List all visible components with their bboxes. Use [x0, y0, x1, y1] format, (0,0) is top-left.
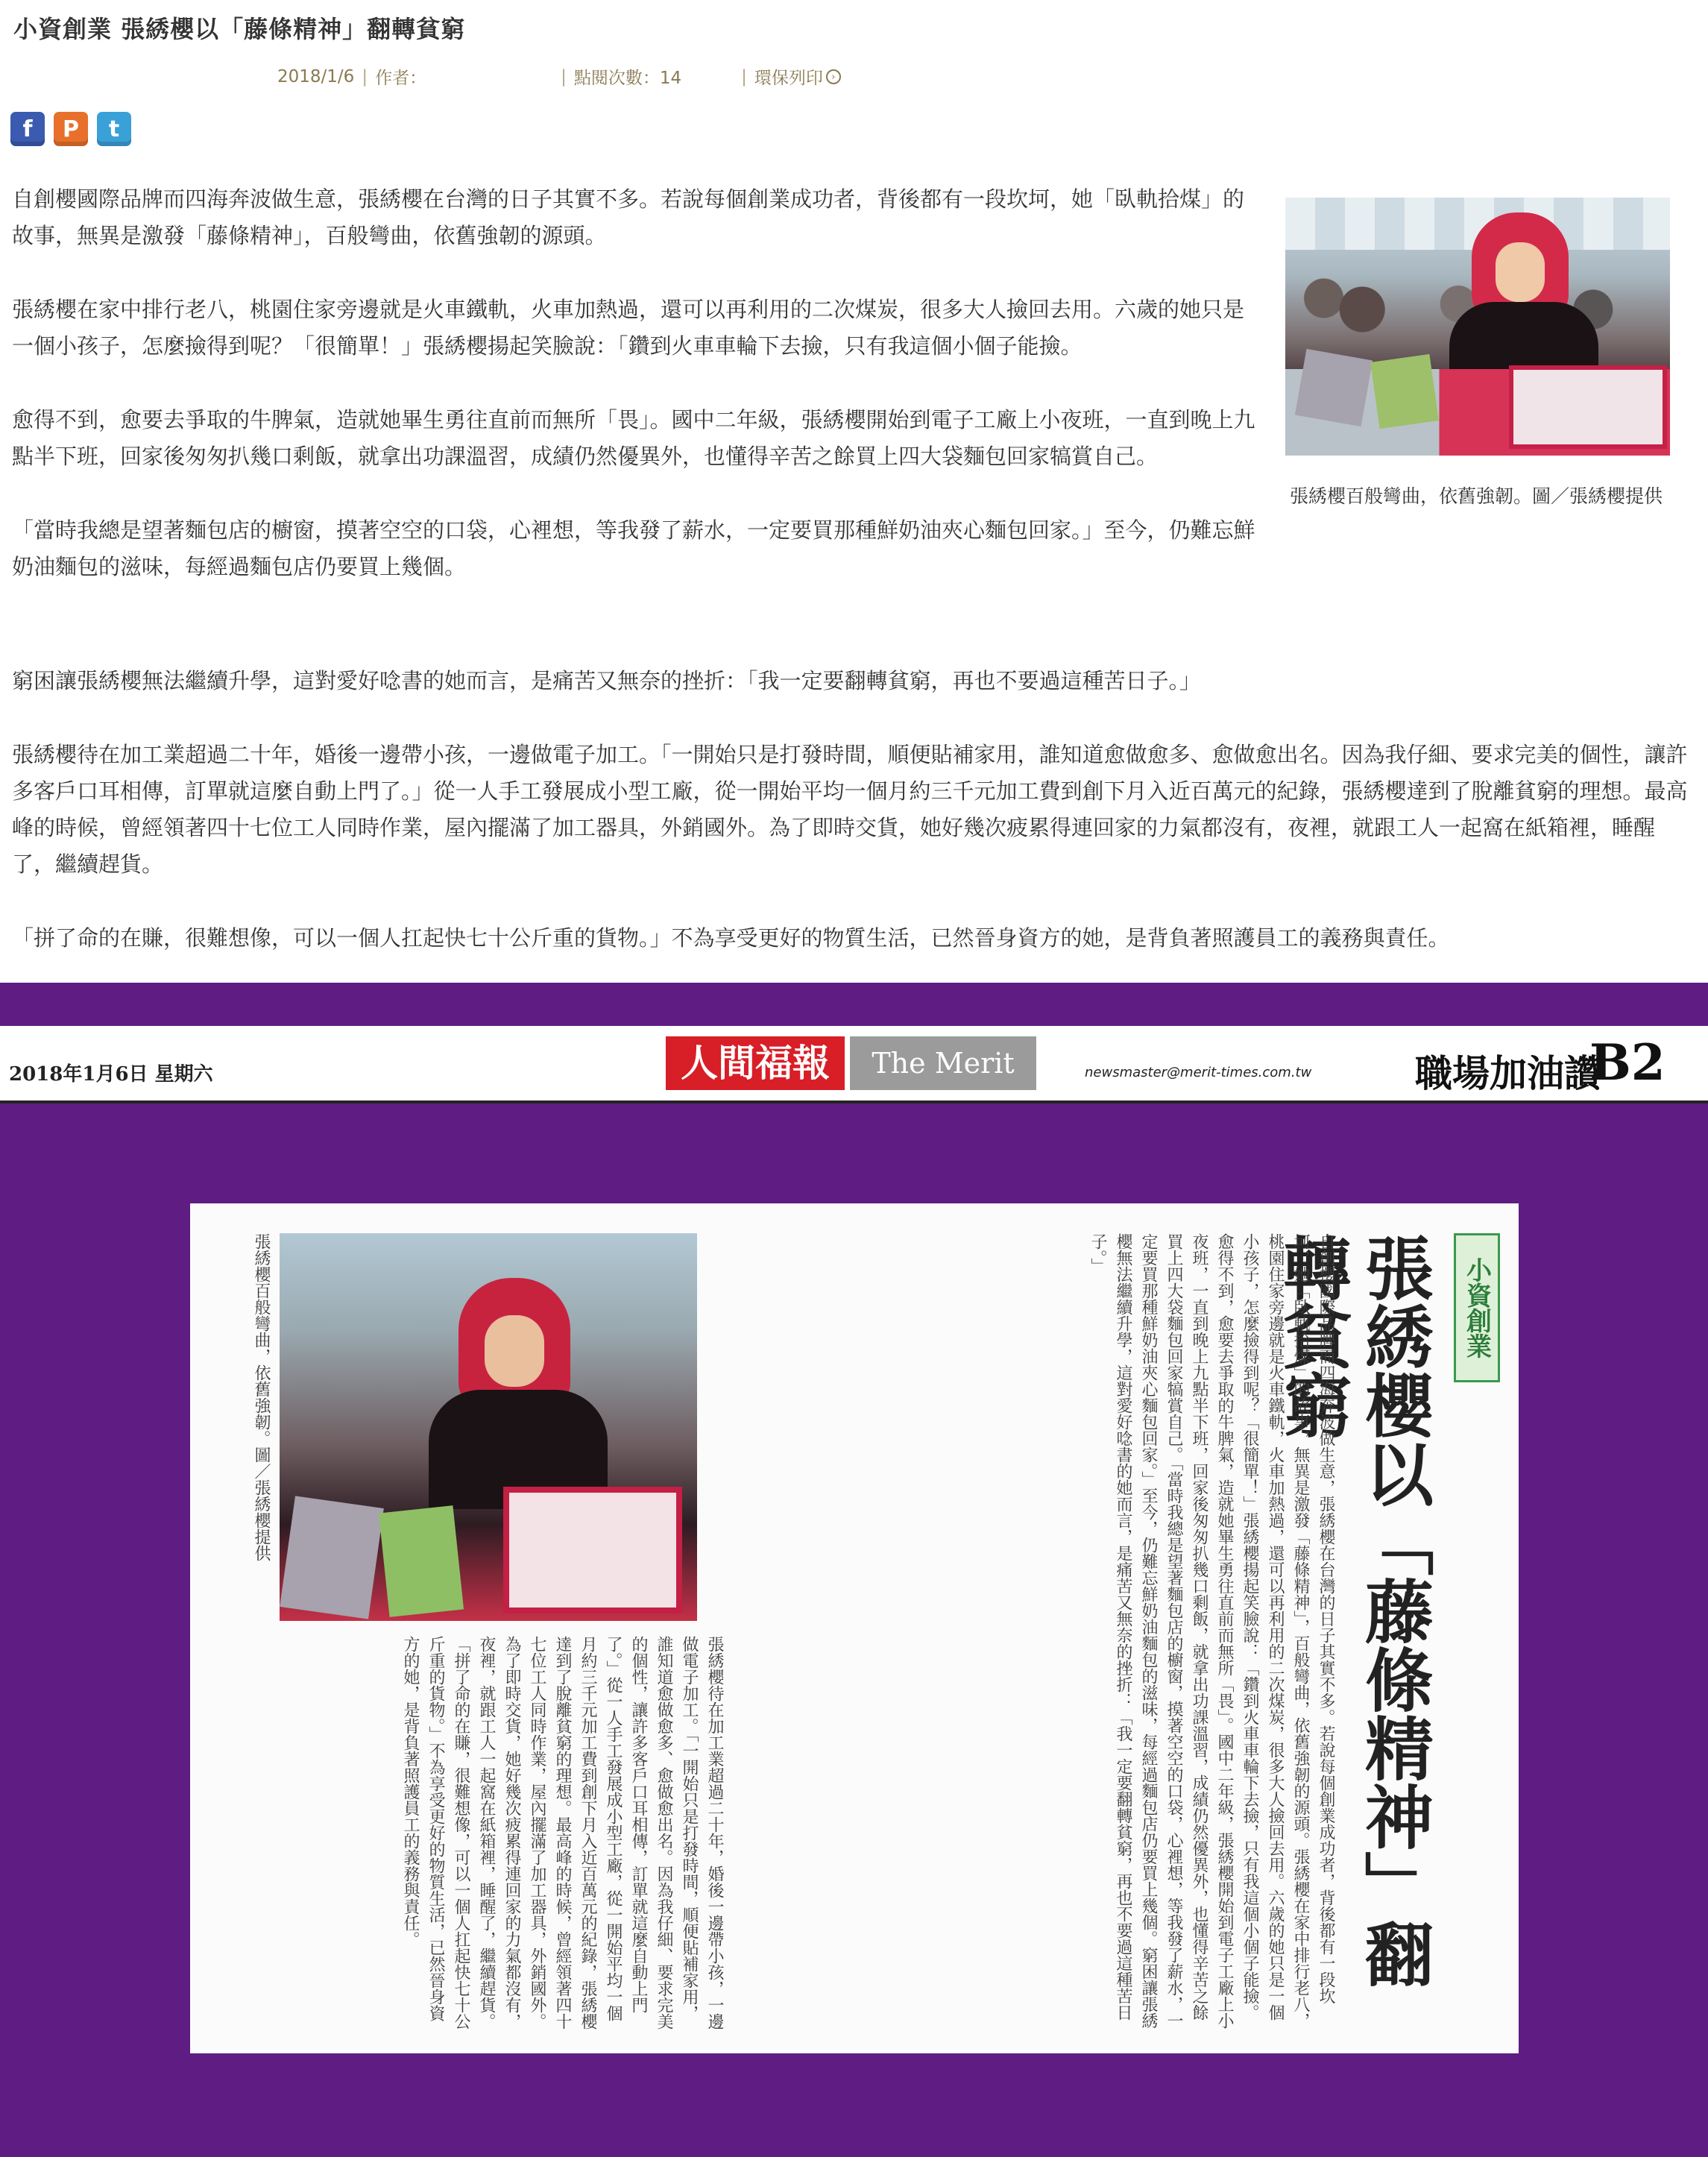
clip-body-columns: 自創櫻國際品牌而四海奔波做生意，張綉櫻在台灣的日子其實不多。若說每個創業成功者，背後都有一段坎坷，她「臥軌拾煤」的故事，無異是激發「藤條精神」，百般彎曲，依舊強韌的源頭。張綉櫻在家中排行老八，桃園住家旁邊就是火車鐵軌，火車加熱過，還可以再利用的二次煤炭，很多大人撿回去用。六歲的她只是一個小孩子，怎麼撿得到呢？「很簡單！」張綉櫻揚起笑臉說：「鑽到火車車輪下去撿，只有我這個小個子能撿。愈得不到，愈要去爭取的牛脾氣，造就她畢生勇往直前而無所「畏」。國中二年級，張綉櫻開始到電子工廠上小夜班，一直到晚上九點半下班，回家後匆匆扒幾口剩飯，就拿出功課溫習，成績仍然優異外，也懂得辛苦之餘買上四大袋麵包回家犒賞自己。「當時我總是望著麵包店的櫥窗，摸著空空的口袋，心裡想，等我發了薪水，一定要買那種鮮奶油夾心麵包回家。」至今，仍難忘鮮奶油麵包的滋味，每經過麵包店仍要買上幾個。窮困讓張綉櫻無法繼續升學，這對愛好唸書的她而言，是痛苦又無奈的挫折：「我一定要翻轉貧窮，再也不要過這種苦日子。」 — [1088, 1233, 1335, 2029]
article — [0, 0, 1708, 983]
paragraph: 張綉櫻待在加工業超過二十年，婚後一邊帶小孩，一邊做電子加工。「一開始只是打發時間，順便貼補家用，誰知道愈做愈多、愈做愈出名。因為我仔細、要求完美的個性，讓許多客戶口耳相傳，訂單就這麼自動上門了。」從一人手工發展成小型工廠，從一開始平均一個月約三千元加工費到創下月入近百萬元的紀錄，張綉櫻達到了脫離貧窮的理想。最高峰的時候，曾經領著四十七位工人同時作業，屋內擺滿了加工器具，外銷國外。為了即時交貨，她好幾次疲累得連回家的力氣都沒有，夜裡，就跟工人一起窩在紙箱裡，睡醒了，繼續趕貨。 — [12, 742, 1688, 877]
paragraph: 「當時我總是望著麵包店的櫥窗，摸著空空的口袋，心裡想，等我發了薪水，一定要買那種鮮奶油夾心麵包回家。」至今，仍難忘鮮奶油麵包的滋味，每經過麵包店仍要買上幾個。 — [12, 517, 1255, 579]
paragraph: 自創櫻國際品牌而四海奔波做生意，張綉櫻在台灣的日子其實不多。若說每個創業成功者，背後都有一段坎坷，她「臥軌拾煤」的故事，無異是激發「藤條精神」，百般彎曲，依舊強韌的源頭。 — [12, 186, 1245, 248]
newspaper-date: 2018年1月6日 星期六 — [9, 1063, 213, 1086]
meta-divider: | — [741, 66, 747, 86]
paragraph: 愈得不到，愈要去爭取的牛脾氣，造就她畢生勇往直前而無所「畏」。國中二年級，張綉櫻開始到電子工廠上小夜班，一直到晚上九點半下班，回家後匆匆扒幾口剩飯，就拿出功課溫習，成績仍然優異外，也懂得辛苦之餘買上四大袋麵包回家犒賞自己。 — [12, 407, 1255, 469]
newspaper-logo-english: The Merit — [850, 1036, 1036, 1090]
clip-photo — [280, 1233, 697, 1621]
facebook-share-button[interactable]: f — [10, 112, 45, 146]
newspaper-section-title: 職場加油讚 — [1415, 1051, 1601, 1095]
paragraph: 「拼了命的在賺，很難想像，可以一個人扛起快七十公斤重的貨物。」不為享受更好的物質生活，已然晉身資方的她，是背負著照護員工的義務與責任。 — [12, 925, 1450, 951]
meta-divider: | — [561, 66, 567, 86]
paragraph: 窮困讓張綉櫻無法繼續升學，這對愛好唸書的她而言，是痛苦又無奈的挫折：「我一定要翻轉貧窮，再也不要過這種苦日子。」 — [12, 668, 1202, 693]
print-arrow-icon[interactable]: › — [826, 69, 841, 84]
twitter-share-button[interactable]: t — [97, 112, 131, 146]
article-body-top — [12, 181, 1264, 623]
print-link[interactable]: 環保列印 — [754, 69, 823, 88]
clip-lower-columns: 張綉櫻待在加工業超過二十年，婚後一邊帶小孩，一邊做電子加工。「一開始只是打發時間，順便貼補家用，誰知道愈做愈多、愈做愈出名。因為我仔細、要求完美的個性，讓許多客戶口耳相傳，訂單就這麼自動上門了。」從一人手工發展成小型工廠，從一開始平均一個月約三千元加工費到創下月入近百萬元的紀錄，張綉櫻達到了脫離貧窮的理想。最高峰的時候，曾經領著四十七位工人同時作業，屋內擺滿了加工器具，外銷國外。為了即時交貨，她好幾次疲累得連回家的力氣都沒有，夜裡，就跟工人一起窩在紙箱裡，睡醒了，繼續趕貨。「拼了命的在賺，很難想像，可以一個人扛起快七十公斤重的貨物。」不為享受更好的物質生活，已然晉身資方的她，是背負著照護員工的義務與責任。 — [401, 1636, 724, 2030]
publish-date: 2018/1/6 — [277, 66, 355, 86]
clip-column-tag: 小資創業 — [1454, 1233, 1500, 1382]
clip-photo-caption: 張綉櫻百般彎曲，依舊強韌。圖／張綉櫻提供 — [252, 1233, 271, 1561]
clip-headline: 張綉櫻以「藤條精神」翻轉貧窮 — [1272, 1233, 1434, 1988]
newspaper-header — [0, 1026, 1708, 1103]
photo-caption: 張綉櫻百般彎曲，依舊強韌。圖／張綉櫻提供 — [1289, 485, 1663, 507]
newspaper-page-number: B2 — [1589, 1033, 1666, 1092]
share-buttons — [10, 112, 131, 146]
paragraph: 張綉櫻在家中排行老八，桃園住家旁邊就是火車鐵軌，火車加熱過，還可以再利用的二次煤炭，很多大人撿回去用。六歲的她只是一個小孩子，怎麼撿得到呢？「很簡單！」張綉櫻揚起笑臉說：「鑽到火車車輪下去撿，只有我這個小個子能撿。 — [12, 297, 1245, 359]
plurk-share-button[interactable]: P — [54, 112, 88, 146]
article-body-bottom — [12, 663, 1689, 994]
article-photo — [1285, 198, 1670, 456]
view-count: 點閱次數：14 — [573, 69, 682, 88]
newspaper-email: newsmaster@merit-times.com.tw — [1085, 1065, 1312, 1080]
newspaper-logo-chinese: 人間福報 — [666, 1036, 845, 1090]
newspaper-clipping — [190, 1203, 1519, 2053]
author-label: 作者： — [375, 69, 427, 88]
article-meta — [277, 64, 841, 89]
meta-divider: | — [362, 66, 368, 86]
article-title: 小資創業 張綉櫻以「藤條精神」翻轉貧窮 — [13, 15, 466, 43]
purple-band — [0, 983, 1708, 1026]
